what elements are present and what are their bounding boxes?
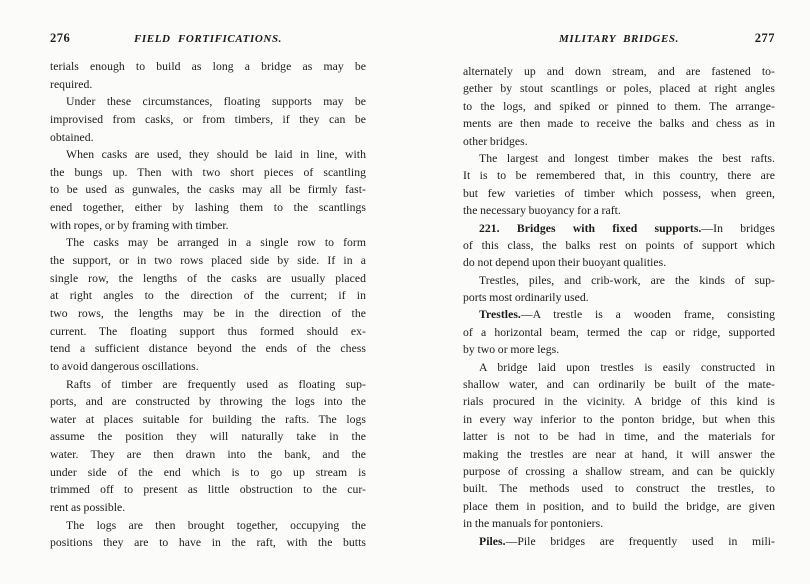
text-line: the support, or in two rows placed side by side. If in a — [50, 254, 366, 268]
text-line: ports most ordinarily used. — [463, 291, 589, 305]
text-line: do not depend upon their buoyant qualities. — [463, 256, 667, 270]
text-line: terials enough to build as long a bridge as may be — [50, 60, 366, 73]
text-line: at right angles to the direction of the current; if in — [50, 289, 366, 303]
text-line: in the manuals for pontoniers. — [463, 517, 604, 531]
text-line: positions they are to have in the raft, with the butts — [50, 536, 366, 550]
text-line: ened together, either by lashing them to the scantlings — [50, 201, 366, 215]
text-line: the necessary buoyancy for a raft. — [463, 204, 621, 218]
page-left-body — [50, 58, 366, 552]
text-line: two rows, the lengths may be in the direction of the — [50, 306, 366, 320]
text-line: It is to be remembered that, in this country, there are — [463, 169, 775, 183]
text-line: to the logs, and spiked or pinned to them. The arrange- — [463, 99, 775, 113]
text-line: to avoid dangerous oscillations. — [50, 359, 199, 373]
text-line: single row, the lengths of the casks are usually placed — [50, 271, 366, 285]
text-line: obtained. — [50, 130, 94, 144]
text-line: Trestles.—A trestle is a wooden frame, consisting — [479, 308, 775, 322]
text-line: latter is not to be had in time, and the materials for — [463, 430, 775, 444]
text-line: ments are then made to receive the balks and chess as in — [463, 117, 775, 131]
text-line: gether by stout scantlings or poles, placed at right angles — [463, 82, 775, 96]
bold-lead-in: 221. Bridges with fixed supports. — [479, 221, 702, 235]
text-line: built. The methods used to construct the trestles, to — [463, 482, 775, 496]
text-line: Under these circumstances, floating supports may be — [66, 95, 366, 109]
text-line: with ropes, or by framing with timber. — [50, 218, 229, 232]
text-line: trimmed off to present as little obstruction to the cur- — [50, 483, 366, 497]
text-line: alternately up and down stream, and are fastened to- — [463, 65, 775, 78]
text-line: The casks may be arranged in a single row to form — [66, 236, 366, 250]
page-number-left: 276 — [50, 31, 71, 45]
text-line: under side of the end which is to go up stream is — [50, 465, 366, 479]
text-line: rials procured in the vicinity. A bridge of this kind is — [463, 395, 775, 409]
text-line: place them in position, and to build the bridge, are given — [463, 499, 775, 513]
page-left-header — [50, 31, 366, 46]
text-line: When casks are used, they should be laid in line, with — [66, 148, 366, 162]
running-head-right: MILITARY BRIDGES. — [559, 33, 679, 45]
page-number-right: 277 — [754, 31, 775, 45]
text-line: rent as possible. — [50, 501, 126, 515]
text-line: Piles.—Pile bridges are frequently used in mili- — [479, 534, 775, 548]
page-left — [50, 0, 366, 584]
text-line: assume the position they will naturally take in the — [50, 430, 366, 444]
text-line: to be used as gunwales, the casks may all be firmly fast- — [50, 183, 366, 197]
text-line: water. They are then drawn into the bank, and the — [50, 448, 366, 462]
text-line: required. — [50, 77, 93, 91]
page-right-body — [463, 63, 775, 550]
text-line: in every way inferior to the ponton bridge, but when this — [463, 412, 775, 426]
text-line: 221. Bridges with fixed supports.—In bridges — [479, 221, 775, 235]
running-head-left: FIELD FORTIFICATIONS. — [133, 33, 283, 45]
page-right-header — [463, 31, 775, 46]
text-line: shallow water, and can ordinarily be built of the mate- — [463, 378, 775, 392]
text-line: current. The floating support thus formed should ex- — [50, 324, 366, 338]
text-line: Trestles, piles, and crib-work, are the kinds of sup- — [479, 273, 775, 287]
text-line: of this class, the balks rest on points of support which — [463, 238, 775, 252]
text-line: improvised from casks, or from timbers, if they can be — [50, 112, 366, 126]
text-line: by two or more legs. — [463, 343, 560, 357]
text-line: of a horizontal beam, termed the cap or ridge, supported — [463, 325, 775, 339]
text-line: the bungs up. Then with two short pieces of scantling — [50, 165, 366, 179]
page-right — [463, 0, 775, 584]
text-line: water at places suitable for building the rafts. The logs — [50, 412, 366, 426]
text-line: ports, and are constructed by throwing the logs into the — [50, 395, 366, 409]
text-line: other bridges. — [463, 134, 528, 148]
text-line: tend a sufficient distance beyond the ends of the chess — [50, 342, 366, 356]
text-line: making the trestles are near at hand, it will answer the — [463, 447, 775, 461]
text-line: purpose of crossing a shallow stream, and can be quickly — [463, 464, 775, 478]
text-line: Rafts of timber are frequently used as floating sup- — [66, 377, 366, 391]
text-line: but few varieties of timber which possess, when green, — [463, 186, 775, 200]
bold-lead-in: Trestles. — [479, 308, 521, 322]
text-line: The logs are then brought together, occupying the — [66, 518, 366, 532]
text-line: A bridge laid upon trestles is easily constructed in — [479, 360, 775, 374]
text-line: The largest and longest timber makes the best rafts. — [479, 151, 775, 165]
bold-lead-in: Piles. — [479, 534, 506, 548]
